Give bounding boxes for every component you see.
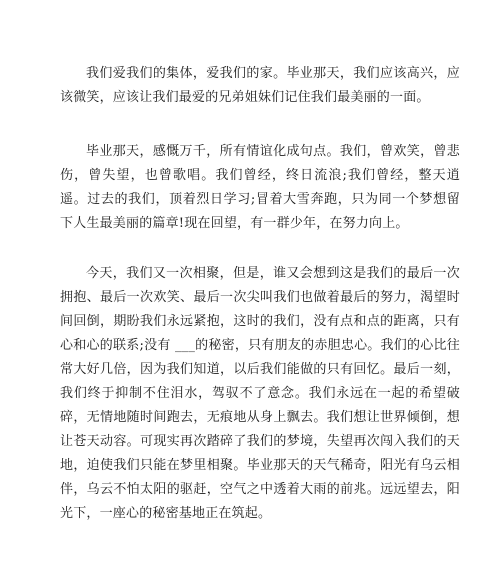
paragraph-1: 我们爱我们的集体，爱我们的家。毕业那天，我们应该高兴，应该微笑，应该让我们最爱的兄弟姐妹们记住我们最美丽的一面。 <box>60 66 460 105</box>
paragraph-3: 今天，我们又一次相聚，但是，谁又会想到这是我们的最后一次拥抱、最后一次欢笑、最后一次尖叫我们也做着最后的努力，渴望时间回倒，期盼我们永远紧抱，这时的我们，没有点和点的距离，只有心和心的联系;没有 ___的秘密，只有朋友的赤胆忠心。我们的心比往常大好几倍，因为我们知道，以后我们能做的只有回忆。最后一刻，我们终于抑制不住泪水，驾驭不了意念。我们永远在一起的希望破碎，无情地随时间跑去，无痕地从身上飘去。我们想让世界倾倒，想让苍天动容。可现实再次踏碎了我们的梦境，失望再次闯入我们的天地，迫使我们只能在梦里相聚。毕业那天的天气稀奇，阳光有乌云相伴，乌云不怕太阳的驱赶，空气之中透着大雨的前兆。远远望去，阳光下，一座心的秘密基地正在筑起。 <box>60 266 460 521</box>
paragraph-2: 毕业那天，感慨万千，所有情谊化成句点。我们，曾欢笑，曾悲伤，曾失望，也曾歌唱。我们曾经，终日流浪;我们曾经，整天逍遥。过去的我们，顶着烈日学习;冒着大雪奔跑，只为同一个梦想留下人生最美丽的篇章!现在回望，有一群少年，在努力向上。 <box>60 144 460 231</box>
